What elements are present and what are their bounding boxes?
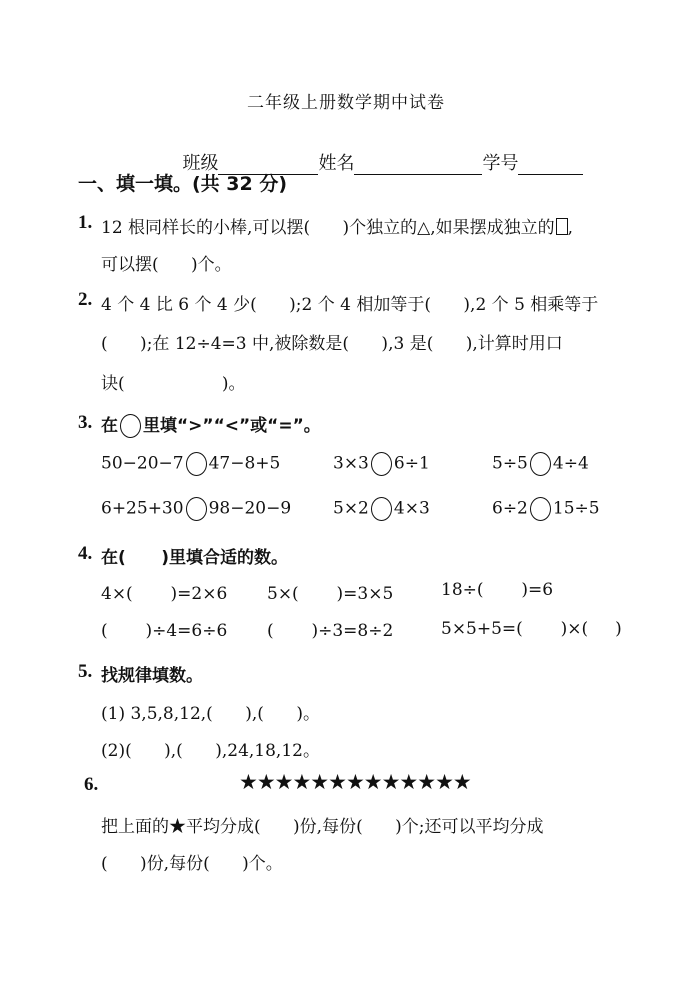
q2-line-3: 诀( )。 xyxy=(101,374,246,394)
fill-item: 5×5+5=( )×( ) xyxy=(441,619,622,639)
q1-number: 1. xyxy=(78,212,93,233)
q3-suffix: 里填“>”“<”或“=”。 xyxy=(143,416,321,436)
q6-line-2: ( )份,每份( )个。 xyxy=(101,854,283,874)
q4-prompt: 在( )里填合适的数。 xyxy=(101,548,289,568)
compare-left: 6+25+30 xyxy=(101,498,184,519)
q2-line-2: ( );在 12÷4=3 中,被除数是( ),3 是( ),计算时用口 xyxy=(101,334,563,354)
fill-item: ( )÷4=6÷6 xyxy=(101,621,228,641)
q4-number: 4. xyxy=(78,543,93,564)
q5-number: 5. xyxy=(78,661,93,682)
compare-item xyxy=(101,497,291,521)
q5-line-2: (2)( ),( ),24,18,12。 xyxy=(101,741,320,761)
compare-left: 50−20−7 xyxy=(101,453,184,474)
compare-circle[interactable] xyxy=(371,497,392,521)
class-label: 班级 xyxy=(182,153,219,174)
section-heading: 一、填一填。(共 32 分) xyxy=(78,173,288,195)
compare-right: 15÷5 xyxy=(552,498,600,519)
compare-right: 6÷1 xyxy=(393,453,430,474)
q6-line-1 xyxy=(101,812,544,837)
compare-item xyxy=(333,497,430,521)
compare-item xyxy=(101,452,280,476)
compare-item xyxy=(492,497,600,521)
star-row: ★★★★★★★★★★★★★ xyxy=(239,770,471,794)
compare-right: 98−20−9 xyxy=(208,498,292,519)
compare-left: 5×2 xyxy=(333,498,369,519)
q1-comma: , xyxy=(567,218,574,238)
q6-text-a: 把上面的 xyxy=(101,817,169,837)
q2-number: 2. xyxy=(78,289,93,310)
q3-prefix: 在 xyxy=(101,416,118,436)
compare-left: 5÷5 xyxy=(492,453,528,474)
q1-text: 12 根同样长的小棒,可以摆( )个独立的△,如果摆成独立的 xyxy=(101,218,555,238)
fill-item: 5×( )=3×5 xyxy=(267,584,394,604)
q3-number: 3. xyxy=(78,412,93,433)
q6-number: 6. xyxy=(84,774,99,795)
square-icon xyxy=(556,218,568,235)
compare-left: 3×3 xyxy=(333,453,369,474)
compare-circle[interactable] xyxy=(186,497,207,521)
compare-item xyxy=(333,452,430,476)
q1-line-1 xyxy=(101,213,573,238)
id-label: 学号 xyxy=(482,153,519,174)
compare-item xyxy=(492,452,589,476)
q5-prompt: 找规律填数。 xyxy=(101,666,203,686)
compare-circle[interactable] xyxy=(371,452,392,476)
compare-circle[interactable] xyxy=(530,497,551,521)
compare-right: 4÷4 xyxy=(552,453,589,474)
name-field[interactable] xyxy=(354,156,482,175)
fill-item: 4×( )=2×6 xyxy=(101,584,228,604)
compare-left: 6÷2 xyxy=(492,498,528,519)
star-icon: ★ xyxy=(169,817,186,837)
fill-item: ( )÷3=8÷2 xyxy=(267,621,394,641)
compare-right: 47−8+5 xyxy=(208,453,281,474)
student-info-line xyxy=(171,128,583,175)
circle-icon xyxy=(120,414,141,438)
compare-circle[interactable] xyxy=(530,452,551,476)
name-label: 姓名 xyxy=(318,153,355,174)
q2-line-1: 4 个 4 比 6 个 4 少( );2 个 4 相加等于( ),2 个 5 相乘等于 xyxy=(101,295,599,315)
page-title: 二年级上册数学期中试卷 xyxy=(247,93,445,113)
q6-text-b: 平均分成( )份,每份( )个;还可以平均分成 xyxy=(186,817,544,837)
compare-circle[interactable] xyxy=(186,452,207,476)
q5-line-1: (1) 3,5,8,12,( ),( )。 xyxy=(101,704,320,724)
compare-right: 4×3 xyxy=(393,498,430,519)
id-field[interactable] xyxy=(518,156,583,175)
fill-item: 18÷( )=6 xyxy=(441,580,554,600)
q1-line-2: 可以摆( )个。 xyxy=(101,255,232,275)
q3-prompt xyxy=(101,411,321,438)
